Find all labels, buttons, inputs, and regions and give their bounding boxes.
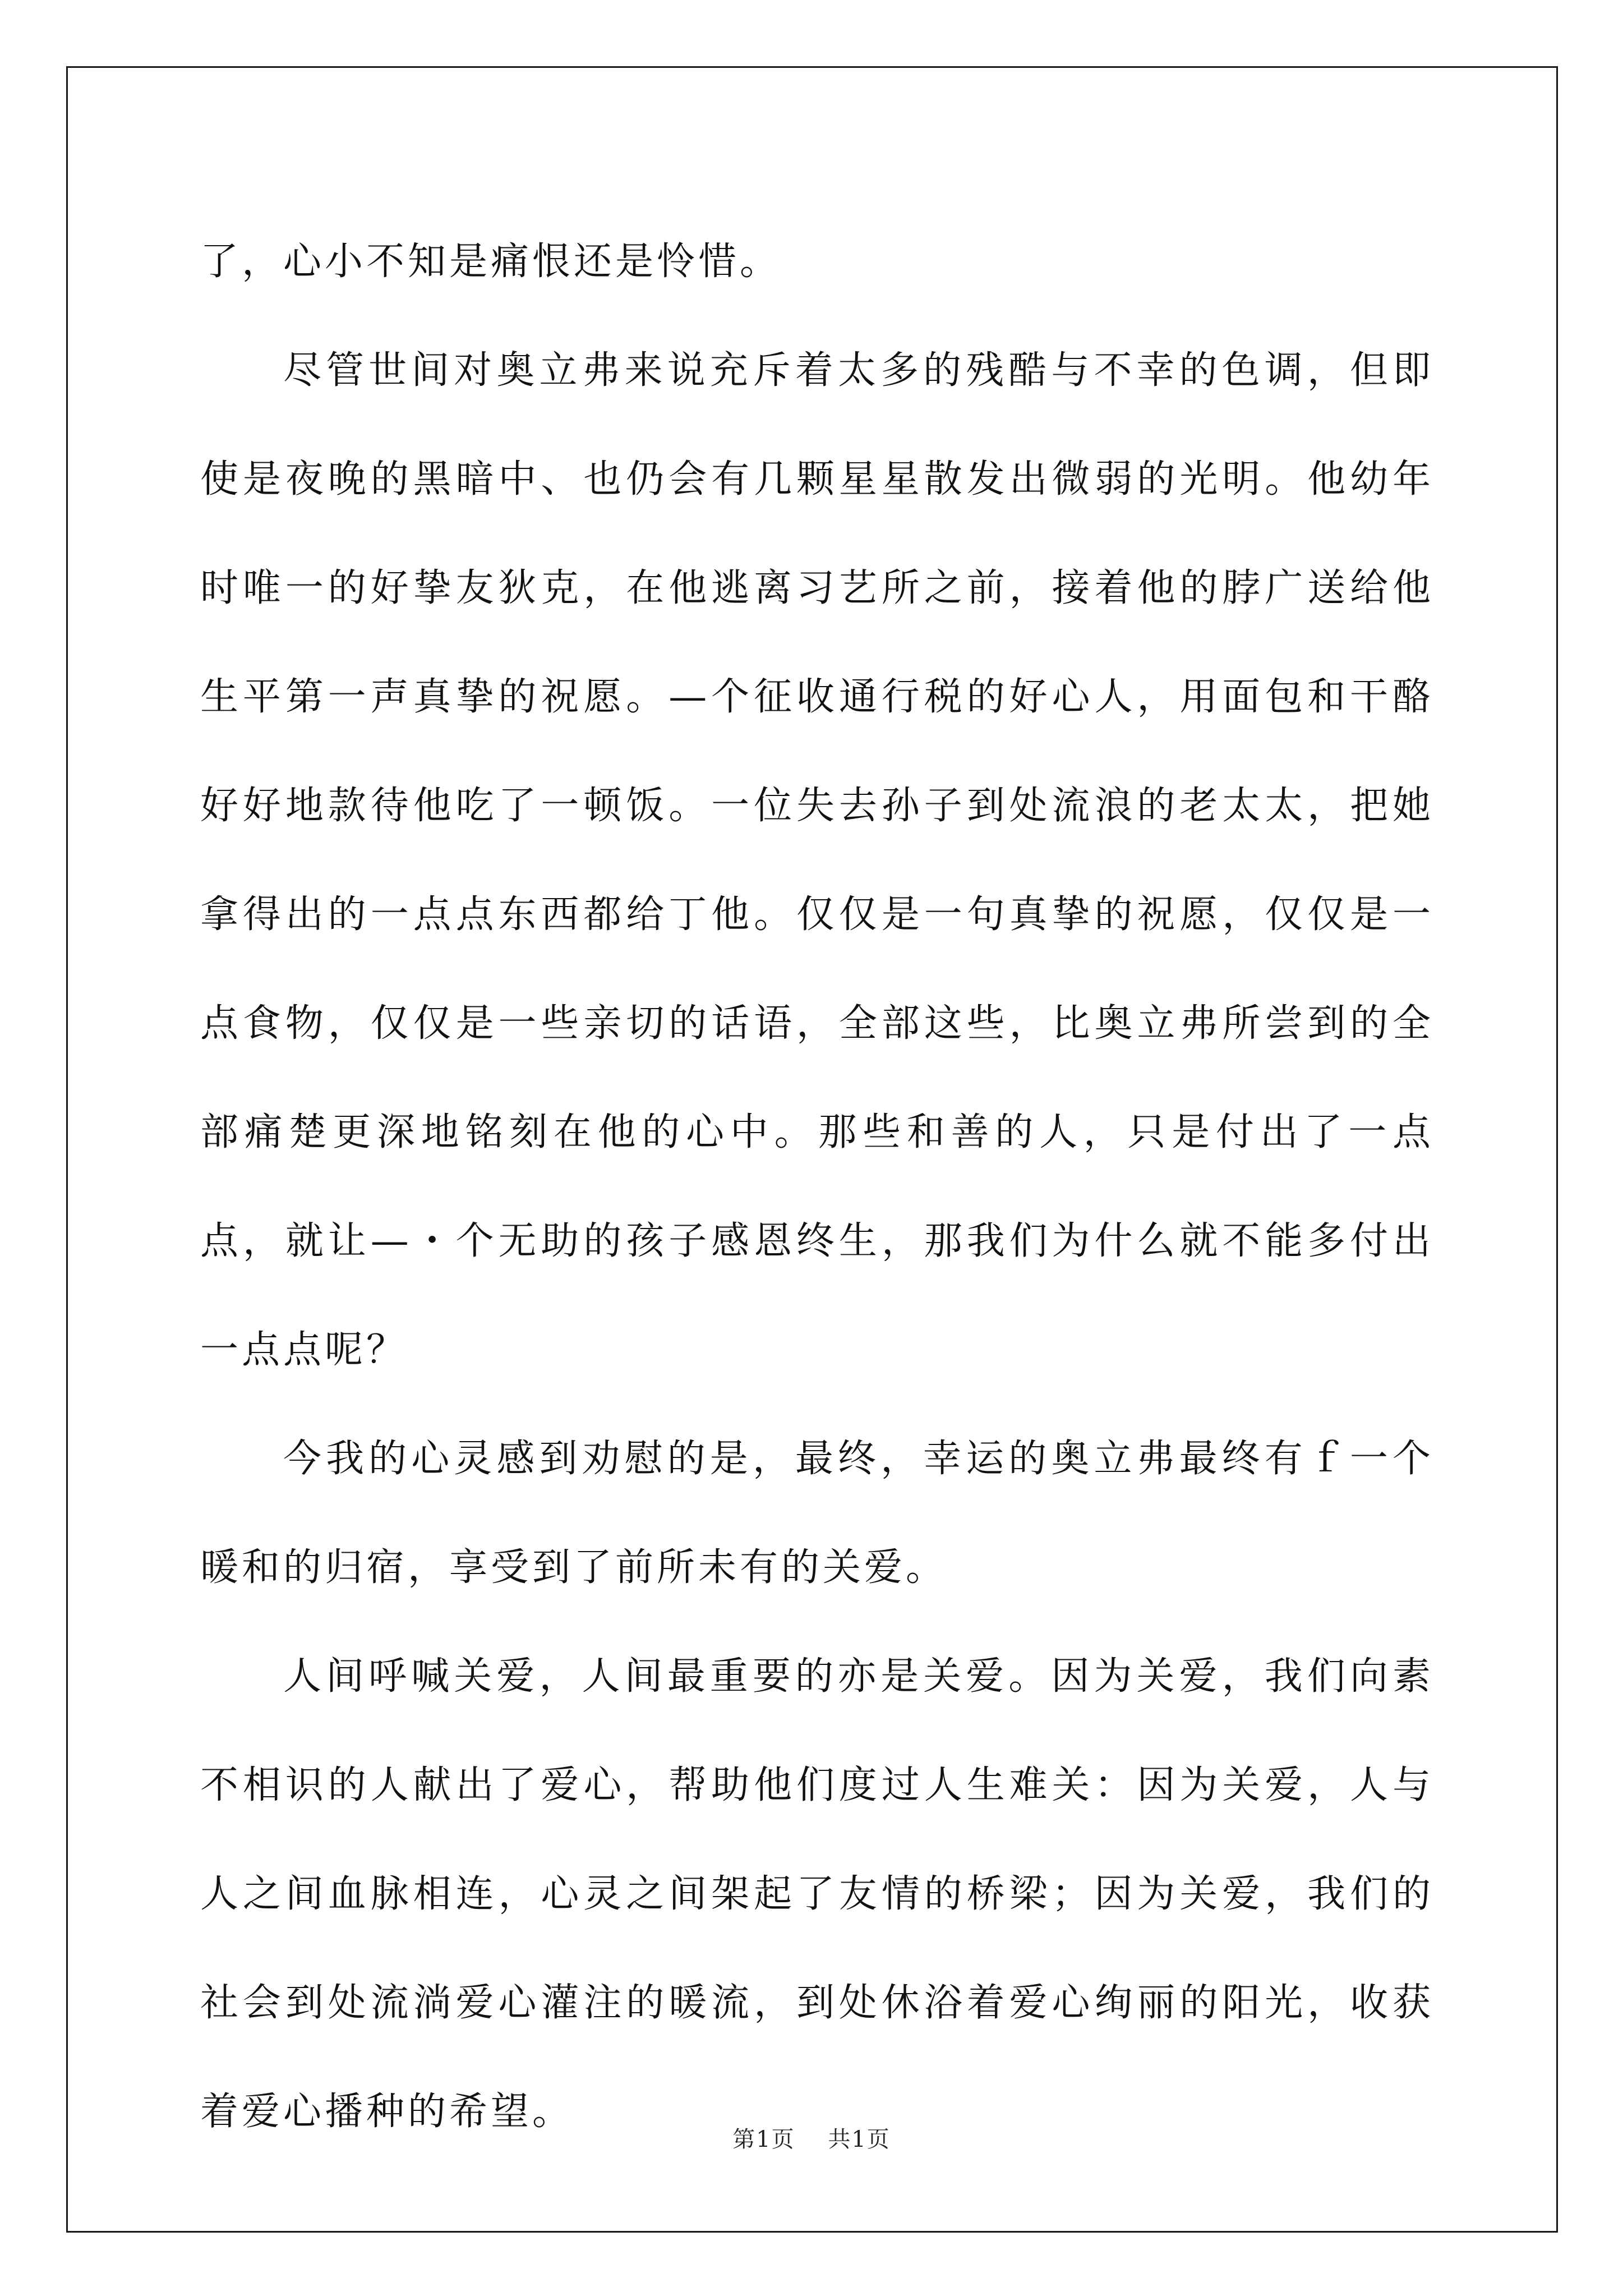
page-number-total: 共1页 [828,2127,891,2152]
paragraph-2: 尽管世间对奥立弗来说充斥着太多的残酷与不幸的色调，但即使是夜晚的黑暗中、也仍会有几颗星星散发出微弱的光明。他幼年时唯一的好挚友狄克，在他逃离习艺所之前，接着他的脖广送给他生平第一声真挚的祝愿。—个征收通行税的好心人，用面包和干酪好好地款待他吃了一顿饭。一位失去孙子到处流浪的老太太，把她拿得出的一点点东西都给丁他。仅仅是一句真挚的祝愿，仅仅是一点食物，仅仅是一些亲切的话语，全部这些，比奥立弗所尝到的全部痛楚更深地铭刻在他的心中。那些和善的人，只是付出了一点点，就让—・个无助的孩子感恩终生，那我们为什么就不能多付出一点点呢？ [200,348,1434,1372]
page-footer [0,2122,1623,2154]
page-number-current: 第1页 [732,2127,795,2152]
document-body [200,208,1434,2166]
paragraph-1: 了，心小不知是痛恨还是怜惜。 [200,240,782,284]
paragraph-3: 今我的心灵感到劝慰的是，最终，幸运的奥立弗最终有ｆ一个暖和的归宿，享受到了前所未有的关爱。 [200,1437,1434,1590]
paragraph-4: 人间呼喊关爱，人间最重要的亦是关爱。因为关爱，我们向素不相识的人献出了爱心，帮助他们度过人生难关：因为关爱，人与人之间血脉相连，心灵之间架起了友情的桥梁；因为关爱，我们的社会到处流淌爱心灌注的暖流，到处休浴着爱心绚丽的阳光，收获着爱心播种的希望。 [200,1654,1434,2134]
